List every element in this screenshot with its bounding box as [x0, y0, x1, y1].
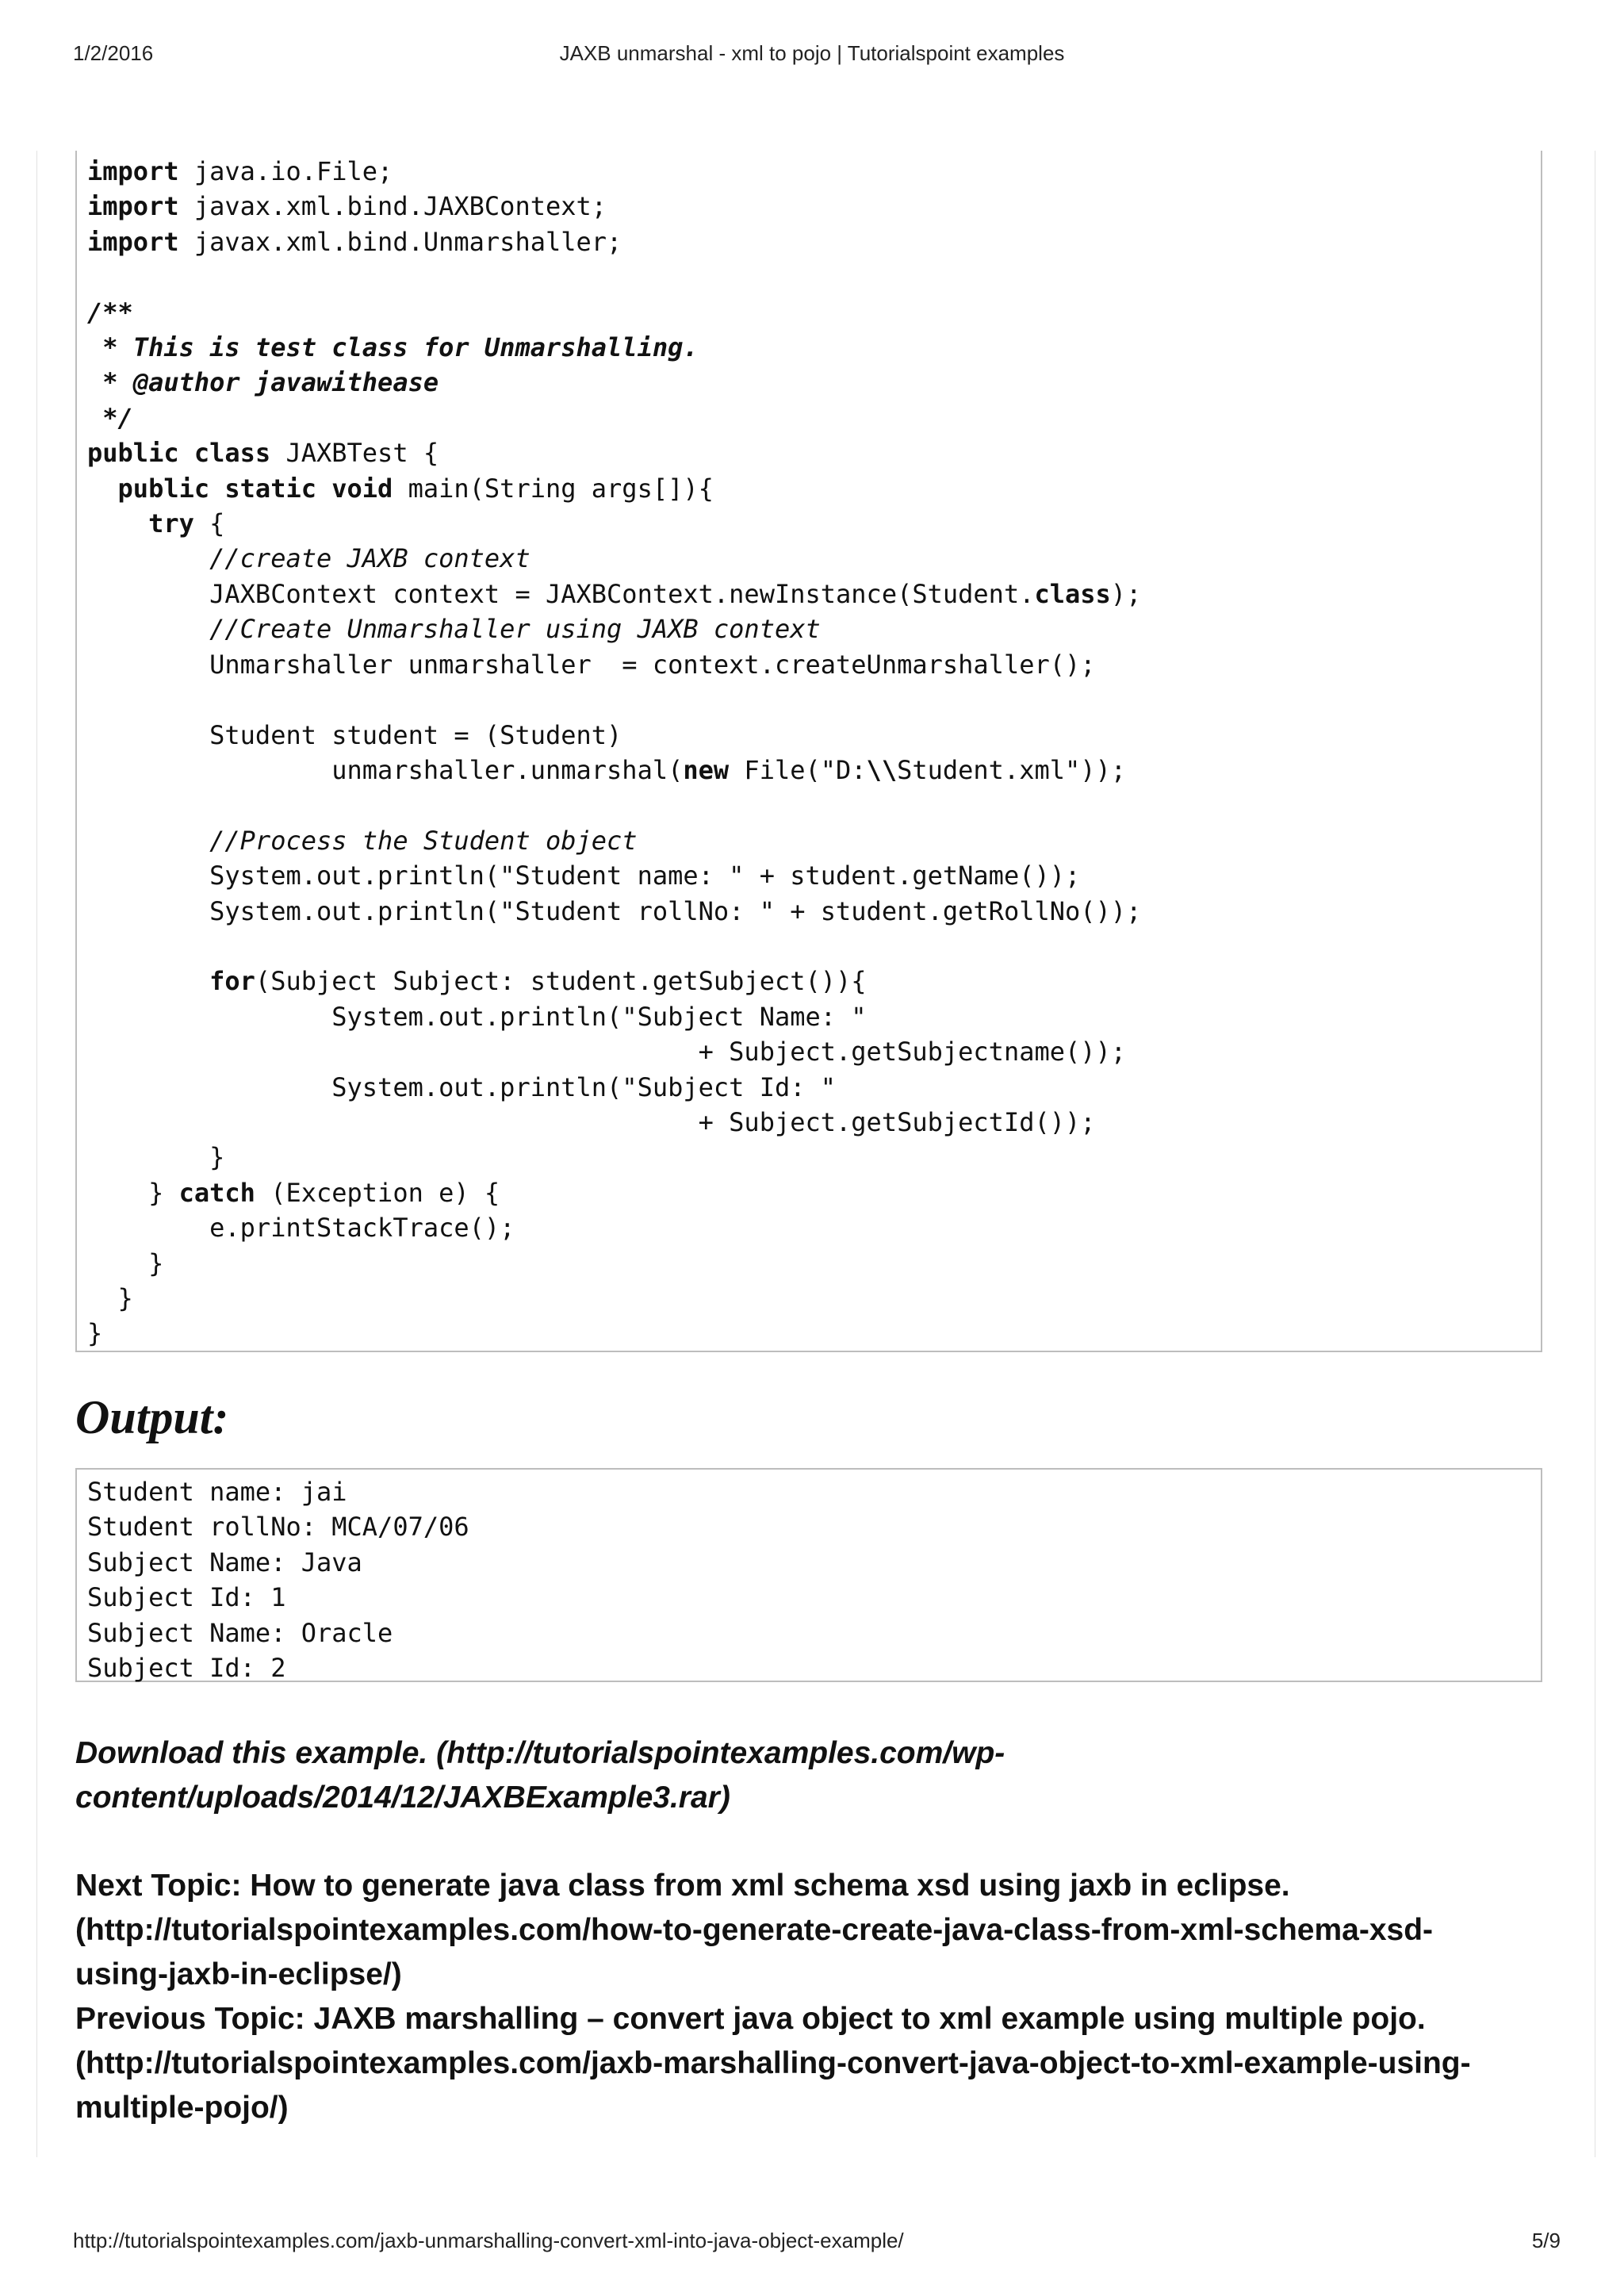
code-line	[87, 896, 1141, 926]
code-token: //create JAXB context	[87, 543, 530, 574]
code-token	[87, 508, 148, 539]
code-token: }	[87, 1177, 179, 1208]
code-token: public static void	[117, 473, 393, 504]
code-token	[87, 966, 209, 996]
next-topic-line-3: using-jaxb-in-eclipse/)	[75, 1957, 402, 1991]
code-line	[87, 367, 439, 397]
previous-topic-line-3: multiple-pojo/)	[75, 2091, 289, 2125]
code-line	[87, 720, 622, 750]
code-token: main(String args[]){	[393, 473, 714, 504]
output-heading: Output:	[75, 1391, 229, 1443]
code-line	[87, 191, 607, 221]
code-token: java.io.File;	[178, 156, 393, 186]
next-topic-link[interactable]	[75, 1864, 1566, 1997]
page-number: 5/9	[1531, 2229, 1561, 2252]
code-token: {	[193, 508, 225, 539]
download-line-1: Download this example. (http://tutorialspointexamples.com/wp-	[75, 1736, 1005, 1770]
previous-topic-link[interactable]	[75, 1997, 1566, 2130]
code-line	[87, 297, 133, 328]
code-line	[87, 1178, 500, 1208]
code-line	[87, 1283, 133, 1313]
code-line	[87, 1213, 515, 1243]
code-token: System.out.println("Student rollNo: " + student.getRollNo());	[87, 895, 1142, 926]
code-token: import	[87, 226, 179, 257]
code-line	[87, 473, 714, 504]
code-block	[75, 151, 1542, 1352]
code-token: //Create Unmarshaller using JAXB context	[87, 614, 821, 645]
output-line: Subject Id: 1	[87, 1582, 286, 1613]
code-token: Unmarshaller unmarshaller = context.createUnmarshaller();	[87, 649, 1096, 680]
code-listing	[87, 154, 1141, 1351]
code-token: JAXBTest {	[270, 438, 439, 469]
code-line	[87, 332, 699, 362]
output-line: Student rollNo: MCA/07/06	[87, 1512, 469, 1543]
code-token: unmarshaller.unmarshal(	[87, 754, 684, 785]
code-line	[87, 1318, 102, 1348]
next-topic-line-2: (http://tutorialspointexamples.com/how-to-generate-create-java-class-from-xml-schema-xsd-	[75, 1913, 1434, 1947]
code-token: new	[683, 754, 730, 785]
code-token: System.out.println("Student name: " + student.getName());	[87, 861, 1081, 891]
code-token	[87, 473, 118, 504]
code-token: class	[1034, 578, 1111, 609]
code-line	[87, 650, 1096, 680]
code-token: File("D:	[729, 754, 867, 785]
print-date: 1/2/2016	[73, 41, 154, 65]
code-token: * This is test class for Unmarshalling.	[87, 332, 699, 363]
code-token: try	[148, 508, 194, 539]
code-token: javax.xml.bind.JAXBContext;	[178, 191, 607, 222]
code-token: \\	[866, 754, 898, 785]
code-token: */	[87, 402, 133, 433]
code-line	[87, 1107, 1096, 1137]
print-footer	[0, 2229, 1624, 2257]
code-token: + Subject.getSubjectId());	[87, 1106, 1096, 1137]
code-token: }	[87, 1318, 103, 1349]
footer-url: http://tutorialspointexamples.com/jaxb-unmarshalling-convert-xml-into-java-object-example/	[73, 2229, 904, 2252]
code-line	[87, 438, 439, 468]
code-token: System.out.println("Subject Id: "	[87, 1071, 837, 1102]
code-line	[87, 1072, 836, 1102]
code-line	[87, 614, 821, 644]
code-token: /**	[87, 297, 133, 328]
code-token: }	[87, 1248, 164, 1278]
code-token: Student.xml"));	[897, 754, 1127, 785]
download-line-2: content/uploads/2014/12/JAXBExample3.rar)	[75, 1780, 730, 1815]
output-listing	[87, 1474, 469, 1685]
code-token: //Process the Student object	[87, 825, 638, 856]
code-token: catch	[178, 1177, 255, 1208]
code-line	[87, 543, 530, 573]
download-link[interactable]	[75, 1731, 1566, 1820]
code-line	[87, 579, 1141, 609]
code-line	[87, 966, 867, 996]
output-line: Subject Name: Java	[87, 1547, 362, 1577]
code-token: import	[87, 191, 179, 222]
code-token: JAXBContext context = JAXBContext.newInstance(Student.	[87, 578, 1035, 609]
next-topic-line-1: Next Topic: How to generate java class from xml schema xsd using jaxb in eclipse.	[75, 1869, 1290, 1903]
code-line	[87, 227, 622, 257]
code-token: System.out.println("Subject Name: "	[87, 1001, 867, 1032]
code-token: import	[87, 156, 179, 186]
print-header	[0, 41, 1624, 70]
page-title: JAXB unmarshal - xml to pojo | Tutorialspoint examples	[559, 41, 1065, 65]
code-line	[87, 1248, 163, 1278]
previous-topic-line-2: (http://tutorialspointexamples.com/jaxb-marshalling-convert-java-object-to-xml-example-using-	[75, 2046, 1471, 2080]
code-token: }	[87, 1283, 133, 1313]
code-token: (Subject Subject: student.getSubject()){	[255, 966, 867, 997]
output-line: Subject Id: 2	[87, 1653, 286, 1684]
output-line: Subject Name: Oracle	[87, 1617, 393, 1648]
code-line	[87, 156, 393, 186]
code-token: * @author javawithease	[87, 367, 439, 398]
code-token: }	[87, 1142, 225, 1173]
code-line	[87, 1037, 1126, 1067]
code-line	[87, 755, 1126, 785]
code-token: e.printStackTrace();	[87, 1213, 515, 1244]
output-block	[75, 1468, 1542, 1682]
code-token: Student student = (Student)	[87, 719, 622, 750]
output-line: Student name: jai	[87, 1477, 347, 1507]
code-token: public class	[87, 438, 271, 469]
code-line	[87, 1142, 224, 1172]
code-line	[87, 1002, 867, 1032]
code-token: for	[209, 966, 255, 997]
code-line	[87, 861, 1080, 891]
code-line	[87, 826, 638, 856]
code-line	[87, 403, 133, 433]
code-token: (Exception e) {	[255, 1177, 500, 1208]
code-line	[87, 508, 224, 539]
code-token: );	[1110, 578, 1142, 609]
previous-topic-line-1: Previous Topic: JAXB marshalling – convert java object to xml example using multiple pojo.	[75, 2002, 1426, 2036]
code-token: + Subject.getSubjectname());	[87, 1037, 1127, 1068]
code-token: javax.xml.bind.Unmarshaller;	[178, 226, 622, 257]
